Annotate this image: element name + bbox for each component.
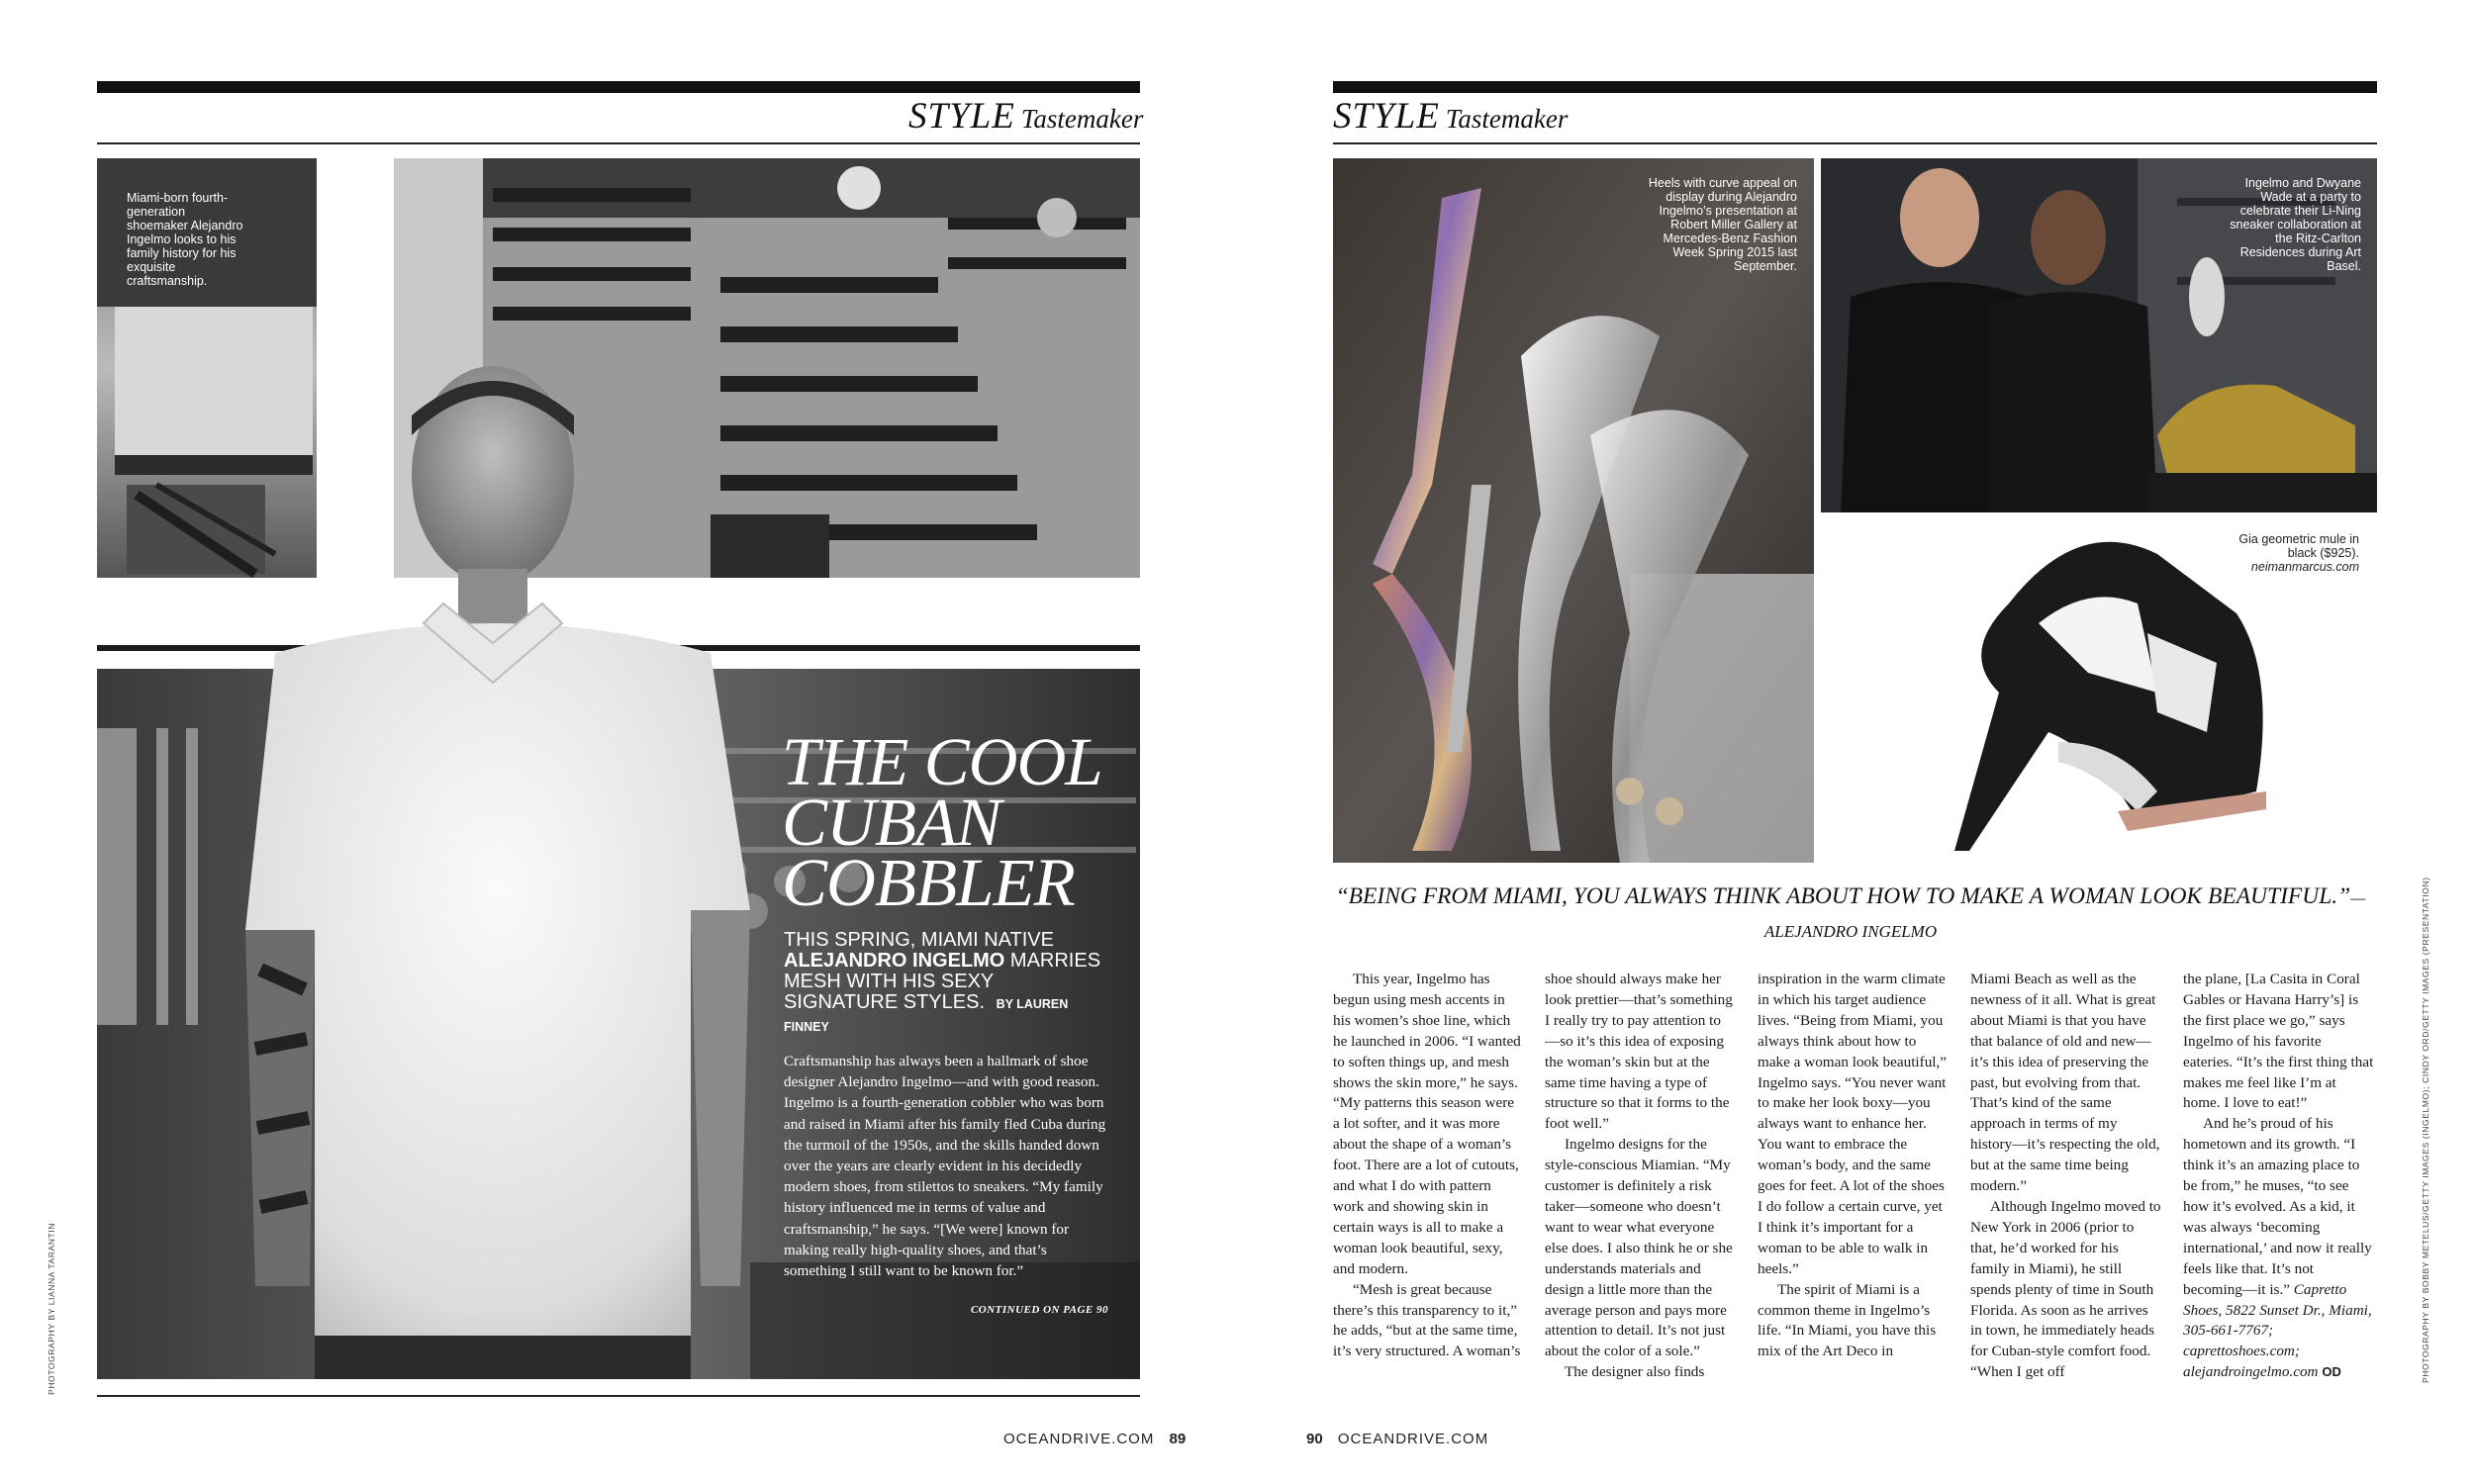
left-folio	[1003, 1431, 1186, 1447]
col1-para-2: “Mesh is great because there’s this transparency to it,” he adds, “but at the same time, it’s very structured. A woman’s	[1333, 1280, 1521, 1360]
dek-pre: THIS SPRING, MIAMI NATIVE	[784, 929, 1054, 951]
caption-party: Ingelmo and Dwyane Wade at a party to celebrate their Li-Ning sneaker collaboration at the Ritz-Carlton Residences during Art Basel.	[2230, 176, 2361, 273]
caption-storefront: Miami-born fourth-generation shoemaker Alejandro Ingelmo looks to his family history for his exquisite craftsmanship.	[127, 191, 243, 288]
dek	[784, 930, 1110, 1038]
continued-note: CONTINUED ON PAGE 90	[970, 1304, 1108, 1316]
main-photo-frame-rule	[97, 645, 1140, 651]
col2-para-2: Ingelmo designs for the style-conscious Miamian. “My customer is definitely a risk taker—someone who doesn’t want to wear what everyone else does. I also think he or she understands materials and design a little more than the average person and pays more attention to detail. It’s not just about the color of a sole.”	[1545, 1136, 1733, 1360]
body-column-5	[2183, 970, 2374, 1383]
left-photo-credit: PHOTOGRAPHY BY LIANNA TARANTIN	[47, 1222, 56, 1395]
right-header-bar	[1333, 81, 2377, 93]
body-column-3	[1758, 970, 1949, 1362]
col5-address: Capretto Shoes, 5822 Sunset Dr., Miami, 305-661-7767; caprettoshoes.com; alejandroingelmo.com	[2183, 1280, 2372, 1381]
photo-gia-mule	[1860, 495, 2296, 861]
archival-photo-factory	[394, 158, 1140, 578]
pullquote-text: “BEING FROM MIAMI, YOU ALWAYS THINK ABOUT HOW TO MAKE A WOMAN LOOK BEAUTIFUL.”	[1335, 883, 2351, 909]
body-column-4	[1970, 970, 2161, 1383]
caption-mule-text: Gia geometric mule in black ($925).	[2238, 532, 2359, 560]
caption-mule-url: neimanmarcus.com	[2250, 560, 2359, 574]
right-folio-site: OCEANDRIVE.COM	[1337, 1431, 1489, 1447]
left-bottom-rule	[97, 1395, 1140, 1397]
right-section-label: STYLE	[1333, 96, 1440, 137]
col5-para-1: the plane, [La Casita in Coral Gables or Havana Harry’s] is the first place we go,” says Ingelmo of his favorite eateries. “It’s the first thing that makes me feel like I’m at home. I love to eat!”	[2183, 971, 2374, 1112]
right-folio-number: 90	[1306, 1431, 1323, 1447]
right-photo-credit: PHOTOGRAPHY BY BOBBY METELUS/GETTY IMAGES (INGELMO); CINDY ORD/GETTY IMAGES (PRESENTATION)	[2421, 877, 2430, 1383]
col2-para-3: The designer also finds	[1565, 1363, 1705, 1381]
byline: BY LAUREN FINNEY	[784, 997, 1069, 1034]
col3-para-2: The spirit of Miami is a common theme in Ingelmo’s life. “In Miami, you have this mix of the Art Deco in	[1758, 1280, 1937, 1360]
col4-para-2: Although Ingelmo moved to New York in 2006 (prior to that, he’d worked for his family in Miami), he still spends plenty of time in South Florida. As soon as he arrives in town, he immediately heads for Cuban-style comfort food. “When I get off	[1970, 1197, 2161, 1381]
pullquote-attribution: —ALEJANDRO INGELMO	[1763, 888, 2366, 941]
left-section-head	[908, 95, 1143, 138]
caption-mule	[2236, 532, 2359, 574]
col3-para-1: inspiration in the warm climate in which his target audience lives. “Being from Miami, you always think about how to make a woman look beautiful,” Ingelmo says. “You never want to make her look boxy—you always want to enhance her. You want to embrace the woman’s body, and the same goes for feet. A lot of the shoes I do follow a certain curve, yet I think it’s important for a woman to be able to walk in heels.”	[1758, 971, 1948, 1277]
headline-line-2: CUBAN	[782, 785, 1001, 860]
dek-name: ALEJANDRO INGELMO	[784, 950, 1005, 972]
left-folio-site: OCEANDRIVE.COM	[1003, 1431, 1155, 1447]
col2-para-1: shoe should always make her look prettier—that’s something I really try to pay attention to—so it’s this idea of exposing the woman’s skin but at the same time having a type of structure so that it forms to the foot well.”	[1545, 971, 1733, 1133]
col4-para-1: Miami Beach as well as the newness of it all. What is great about Miami is that you have that balance of old and new—it’s this idea of preserving the past, but evolving from that. That’s kind of the same approach in terms of my history—it’s respecting the old, but at the same time being modern.”	[1970, 971, 2160, 1195]
left-header-rule	[97, 142, 1140, 144]
right-header-rule	[1333, 142, 2377, 144]
pullquote	[1326, 881, 2375, 948]
col1-para-1: This year, Ingelmo has begun using mesh accents in his women’s shoe line, which he launched in 2006. “I wanted to soften things up, and mesh shows the skin more,” he says. “My patterns this season were a lot softer, and it was more about the shape of a woman’s foot. There are a lot of cutouts, and what I do with pattern work and showing skin in certain ways is all to make a woman look beautiful, sexy, and modern.	[1333, 971, 1521, 1277]
headline-line-1: THE COOL	[782, 724, 1102, 799]
col5-para-2-text: And he’s proud of his hometown and its growth. “I think it’s an amazing place to be from,” he muses, “to see how it’s evolved. As a kid, it was always ‘becoming international,’ and now it really feels like that. It’s not becoming—it is.”	[2183, 1115, 2372, 1298]
end-mark: OD	[2322, 1364, 2341, 1380]
body-column-1	[1333, 970, 1524, 1362]
left-section-label: STYLE	[908, 96, 1015, 137]
left-header-bar	[97, 81, 1140, 93]
right-folio	[1306, 1431, 1488, 1447]
right-subsection-label: Tastemaker	[1445, 104, 1569, 134]
left-folio-number: 89	[1169, 1431, 1187, 1447]
body-column-2	[1545, 970, 1736, 1383]
headline	[782, 724, 1158, 920]
dek-post: MARRIES MESH WITH HIS SEXY SIGNATURE STYLES.	[784, 950, 1101, 1013]
col5-para-2	[2183, 1114, 2374, 1383]
left-subsection-label: Tastemaker	[1020, 104, 1144, 134]
caption-heels: Heels with curve appeal on display during Alejandro Ingelmo’s presentation at Robert Miller Gallery at Mercedes-Benz Fashion Week Spring 2015 last September.	[1648, 176, 1797, 273]
right-section-head	[1333, 95, 1568, 138]
headline-line-3: COBBLER	[782, 845, 1075, 920]
intro-paragraph: Craftsmanship has always been a hallmark of shoe designer Alejandro Ingelmo—and with good reason. Ingelmo is a fourth-generation cobbler who was born and raised in Miami after his family fled Cuba during the turmoil of the 1950s, and the skills handed down over the years are clearly evident in his decidedly modern shoes, from stilettos to sneakers. “My family history influenced me in terms of value and craftsmanship,” he says. “[We were] known for making really high-quality shoes, and that’s something I still want to be known for.”	[784, 1053, 1106, 1280]
